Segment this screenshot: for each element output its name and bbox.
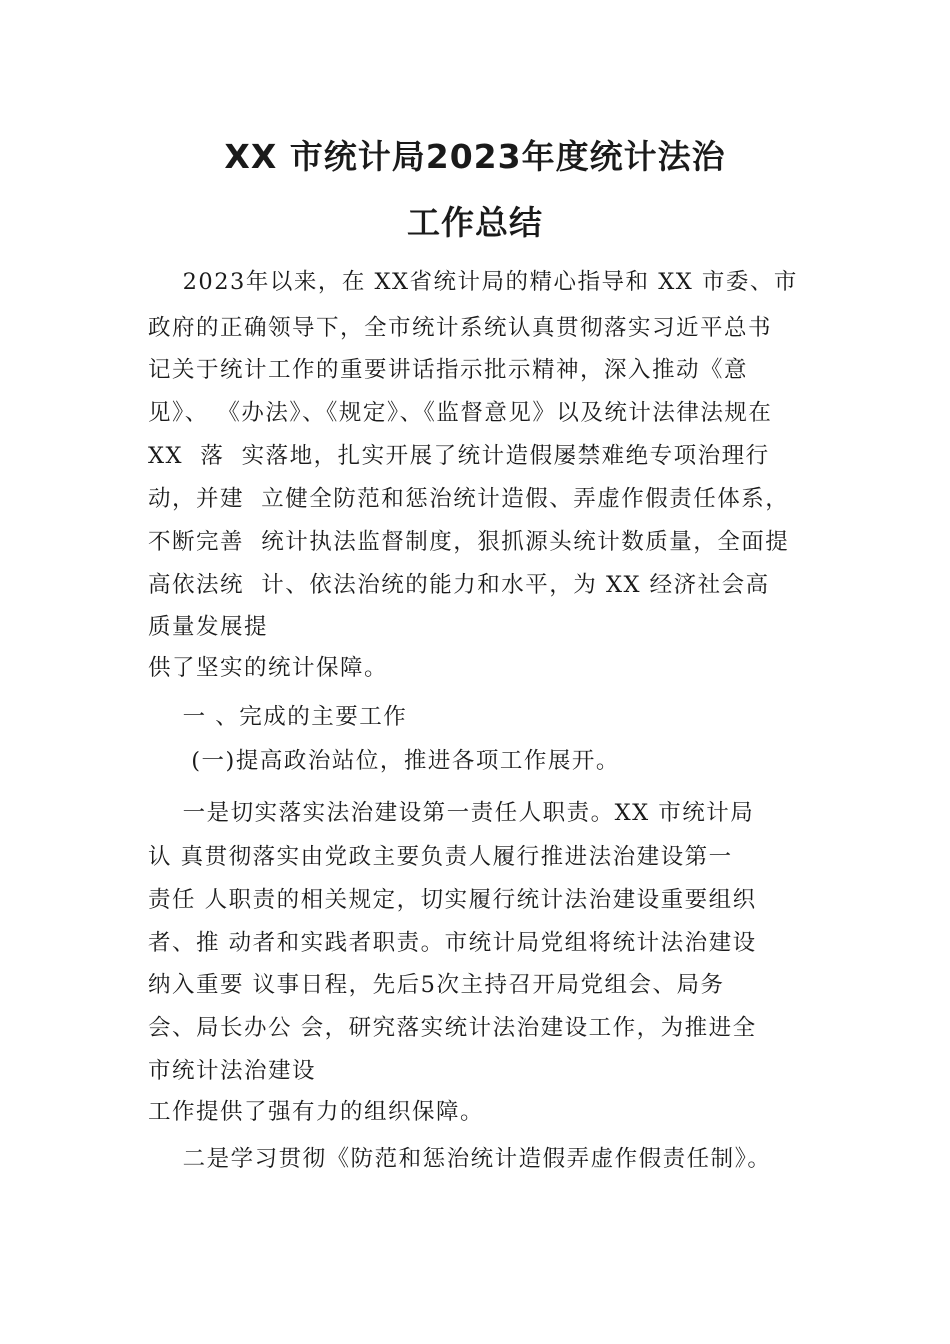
body-line: 不断完善 统计执法监督制度，狠抓源头统计数质量，全面提 [148,529,790,555]
body-line: 见》、 《办法》、《规定》、《监督意见》以及统计法律法规在 [148,400,773,426]
body-line: 会、局长办公 会，研究落实统计法治建设工作，为推进全 [148,1015,757,1041]
body-line: 一是切实落实法治建设第一责任人职责。XX 市统计局 [148,800,755,826]
section-heading: 一 、完成的主要工作 [148,704,408,730]
body-line: 者、推 动者和实践者职责。市统计局党组将统计法治建设 [148,930,757,956]
document-title-line-2: 工作总结 [407,203,543,242]
body-line: 责任 人职责的相关规定，切实履行统计法治建设重要组织 [148,887,757,913]
body-line: 2023年以来，在 XX省统计局的精心指导和 XX 市委、市 [148,269,798,295]
body-line: 工作提供了强有力的组织保障。 [148,1099,485,1125]
document-title-line-1: XX 市统计局2023年度统计法治 [224,137,726,176]
body-line: 市统计法治建设 [148,1058,317,1084]
body-line: 质量发展提 [148,614,269,640]
body-line: 二是学习贯彻《防范和惩治统计造假弄虚作假责任制》。 [148,1146,772,1172]
subsection-heading: (一)提高政治站位，推进各项工作展开。 [148,748,620,774]
body-line: 高依法统 计、依法治统的能力和水平，为 XX 经济社会高 [148,572,770,598]
body-line: XX 落 实落地，扎实开展了统计造假屡禁难绝专项治理行 [148,443,770,469]
body-line: 纳入重要 议事日程，先后5次主持召开局党组会、局务 [148,972,725,998]
body-line: 政府的正确领导下，全市统计系统认真贯彻落实习近平总书 [148,315,773,341]
body-line: 供了坚实的统计保障。 [148,655,389,681]
body-line: 动，并建 立健全防范和惩治统计造假、弄虚作假责任体系， [148,486,790,512]
body-line: 认 真贯彻落实由党政主要负责人履行推进法治建设第一 [148,844,733,870]
body-line: 记关于统计工作的重要讲话指示批示精神，深入推动《意 [148,357,749,383]
